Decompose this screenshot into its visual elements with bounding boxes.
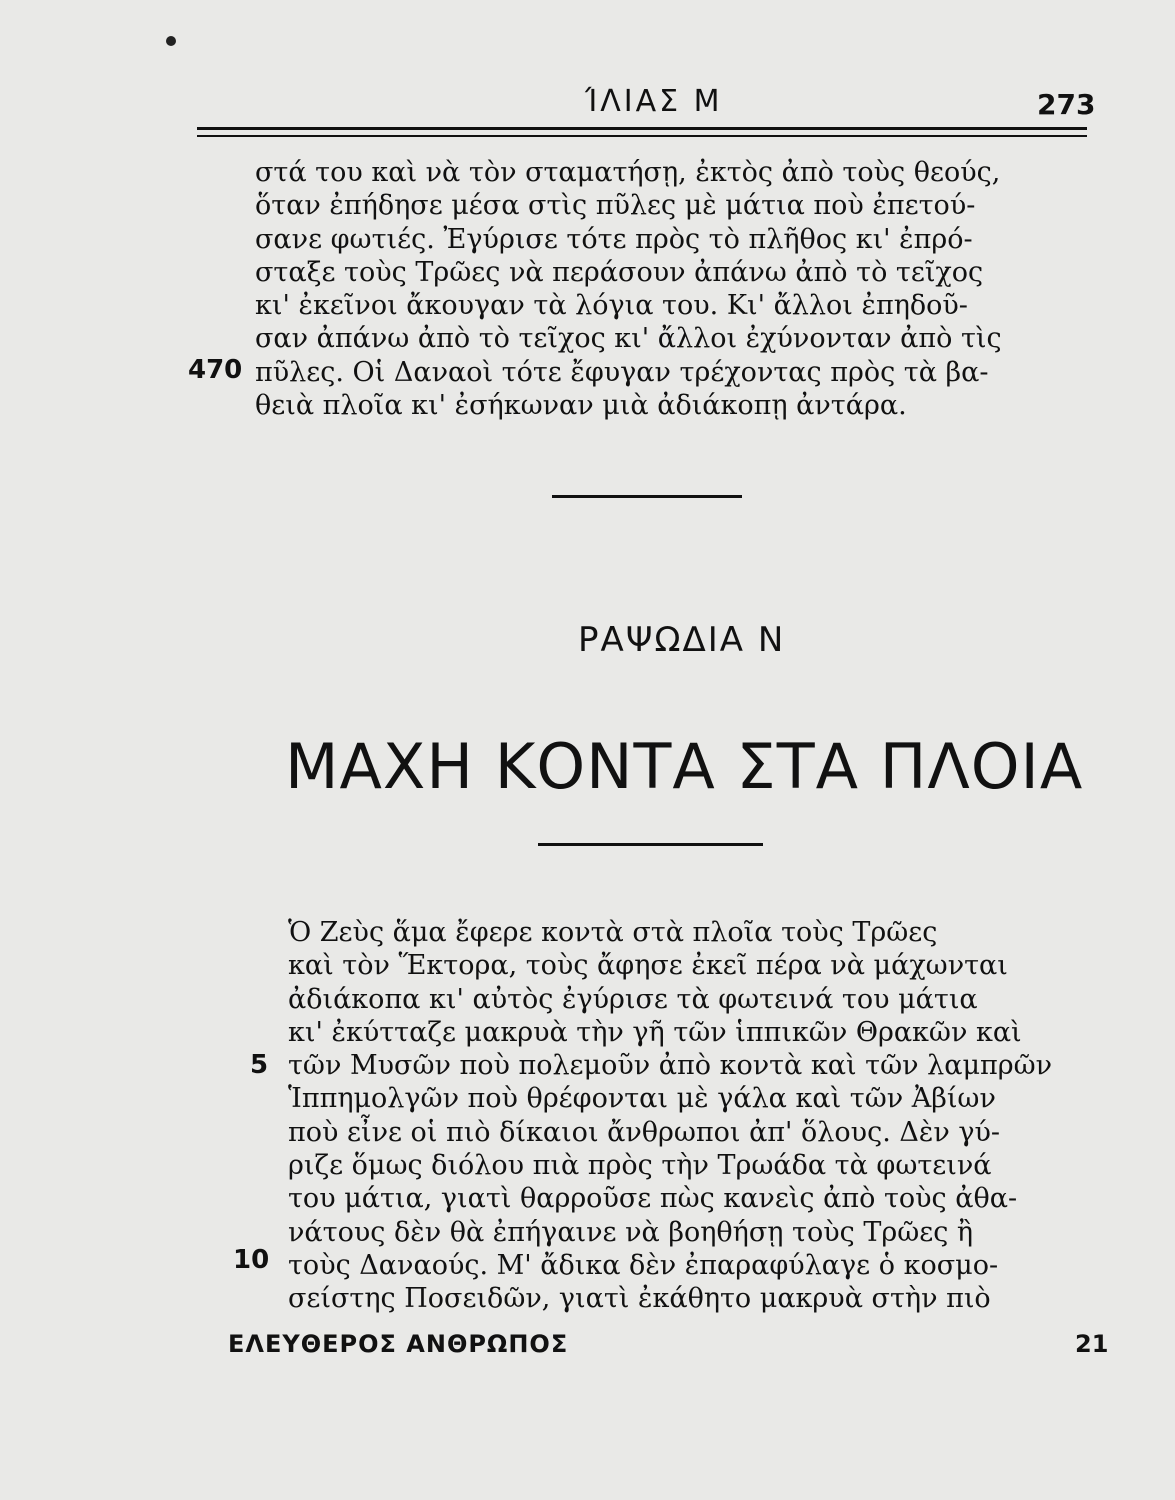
text-line: κι' ἐκύτταζε μακρυὰ τὴν γῆ τῶν ἱππικῶν Θρακῶν καὶ <box>288 1016 1022 1048</box>
continued-text <box>255 156 1097 422</box>
text-line: σταξε τοὺς Τρῶες νὰ περάσουν ἀπάνω ἀπὸ τὸ τεῖχος <box>255 256 984 288</box>
text-line: τῶν Μυσῶν ποὺ πολεμοῦν ἀπὸ κοντὰ καὶ τῶν λαμπρῶν <box>288 1050 1053 1082</box>
text-line: στά του καὶ νὰ τὸν σταματήσῃ, ἐκτὸς ἀπὸ τοὺς θεούς, <box>255 157 1001 188</box>
text-line: σαν ἀπάνω ἀπὸ τὸ τεῖχος κι' ἄλλοι ἐχύνονταν ἀπὸ τὶς <box>255 323 1002 355</box>
publisher-footer: ΕΛΕΥΘΕΡΟΣ ΑΝΘΡΩΠΟΣ <box>228 1330 569 1358</box>
line-number: 470 <box>188 355 243 385</box>
text-line: ἀδιάκοπα κι' αὐτὸς ἐγύρισε τὰ φωτεινά του μάτια <box>288 983 978 1015</box>
chapter-text <box>288 917 1133 1317</box>
text-line: σανε φωτιές. Ἐγύρισε τότε πρὸς τὸ πλῆθος κι' ἐπρό- <box>255 223 973 255</box>
text-line: πῦλες. Οἱ Δαναοὶ τότε ἔφυγαν τρέχοντας πρὸς τὰ βα- <box>255 356 989 388</box>
text-line: καὶ τὸν Ἕκτορα, τοὺς ἄφησε ἐκεῖ πέρα νὰ μάχωνται <box>288 950 1008 982</box>
title-underline <box>538 843 763 846</box>
chapter-heading: ΜΑΧΗ ΚΟΝΤΑ ΣΤΑ ΠΛΟΙΑ <box>285 730 1084 803</box>
header-rule <box>197 127 1087 130</box>
text-line: ὅταν ἐπήδησε μέσα στὶς πῦλες μὲ μάτια ποὺ ἐπετού- <box>255 190 976 222</box>
text-line: ποὺ εἶνε οἱ πιὸ δίκαιοι ἄνθρωποι ἀπ' ὅλους. Δὲν γύ- <box>288 1116 1001 1148</box>
page-number: 273 <box>1037 88 1096 121</box>
line-number: 5 <box>250 1050 269 1080</box>
running-title: ΊΛΙΑΣ Μ <box>585 84 723 119</box>
text-line: σείστης Ποσειδῶν, γιατὶ ἐκάθητο μακρυὰ στὴν πιὸ <box>288 1283 991 1315</box>
text-line: νάτους δὲν θὰ ἐπήγαινε νὰ βοηθήσῃ τοὺς Τρῶες ἢ <box>288 1216 974 1248</box>
text-line: κι' ἐκεῖνοι ἄκουγαν τὰ λόγια του. Κι' ἄλλοι ἐπηδοῦ- <box>255 290 968 322</box>
ink-dot <box>166 36 176 46</box>
text-line: ριζε ὅμως διόλου πιὰ πρὸς τὴν Τρωάδα τὰ φωτεινά <box>288 1150 992 1182</box>
line-number: 10 <box>233 1245 270 1275</box>
text-line: Ἱππημολγῶν ποὺ θρέφονται μὲ γάλα καὶ τῶν Ἀβίων <box>288 1083 996 1115</box>
text-line: θειὰ πλοῖα κι' ἐσήκωναν μιὰ ἀδιάκοπῃ ἀντάρα. <box>255 390 907 422</box>
sheet-number: 21 <box>1075 1330 1109 1358</box>
header-rule-secondary <box>197 135 1087 137</box>
section-divider <box>552 495 742 498</box>
text-line: Ὁ Ζεὺς ἅμα ἔφερε κοντὰ στὰ πλοῖα τοὺς Τρῶες <box>288 917 938 948</box>
rhapsody-title: ΡΑΨΩΔΙΑ Ν <box>578 620 786 660</box>
text-line: τοὺς Δαναούς. Μ' ἄδικα δὲν ἐπαραφύλαγε ὁ κοσμο- <box>288 1249 999 1281</box>
text-line: του μάτια, γιατὶ θαρροῦσε πὼς κανεὶς ἀπὸ τοὺς ἀθα- <box>288 1183 1018 1215</box>
